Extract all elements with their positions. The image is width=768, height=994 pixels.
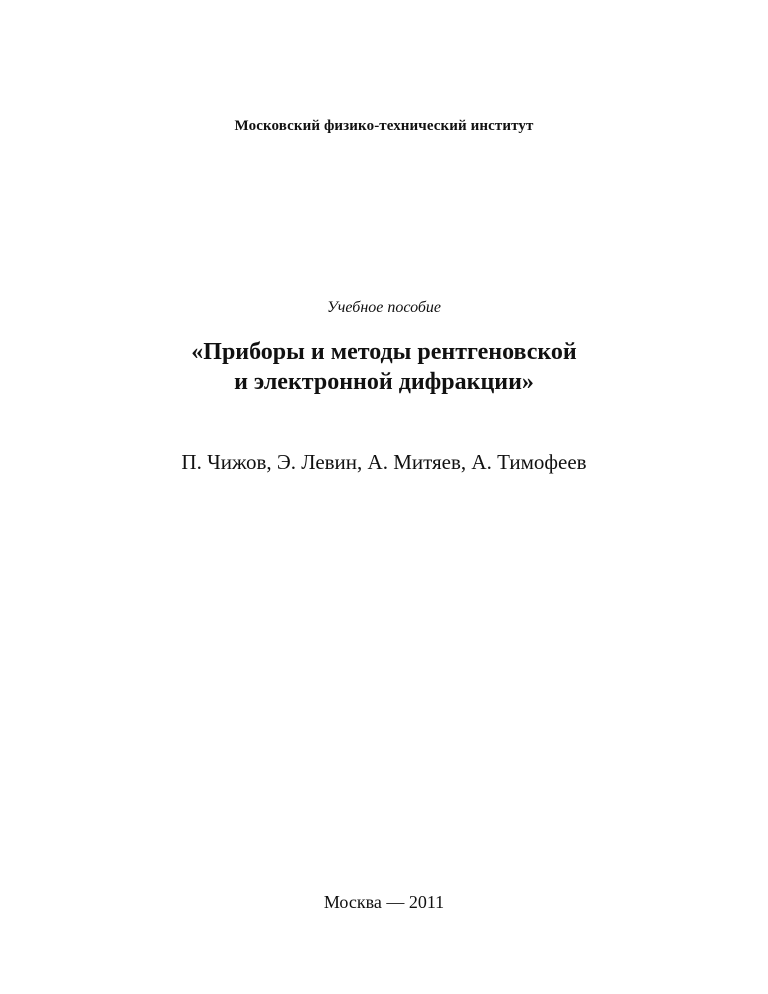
title-line-1: «Приборы и методы рентгеновской	[191, 339, 577, 365]
imprint-city-year: Москва — 2011	[323, 892, 445, 912]
institution-name: Московский физико-технический институт	[234, 118, 534, 134]
title-line-2: и электронной дифракции»	[234, 369, 534, 395]
authors: П. Чижов, Э. Левин, А. Митяев, А. Тимофеев	[181, 450, 587, 474]
book-title	[0, 337, 768, 397]
document-type: Учебное пособие	[326, 299, 441, 316]
